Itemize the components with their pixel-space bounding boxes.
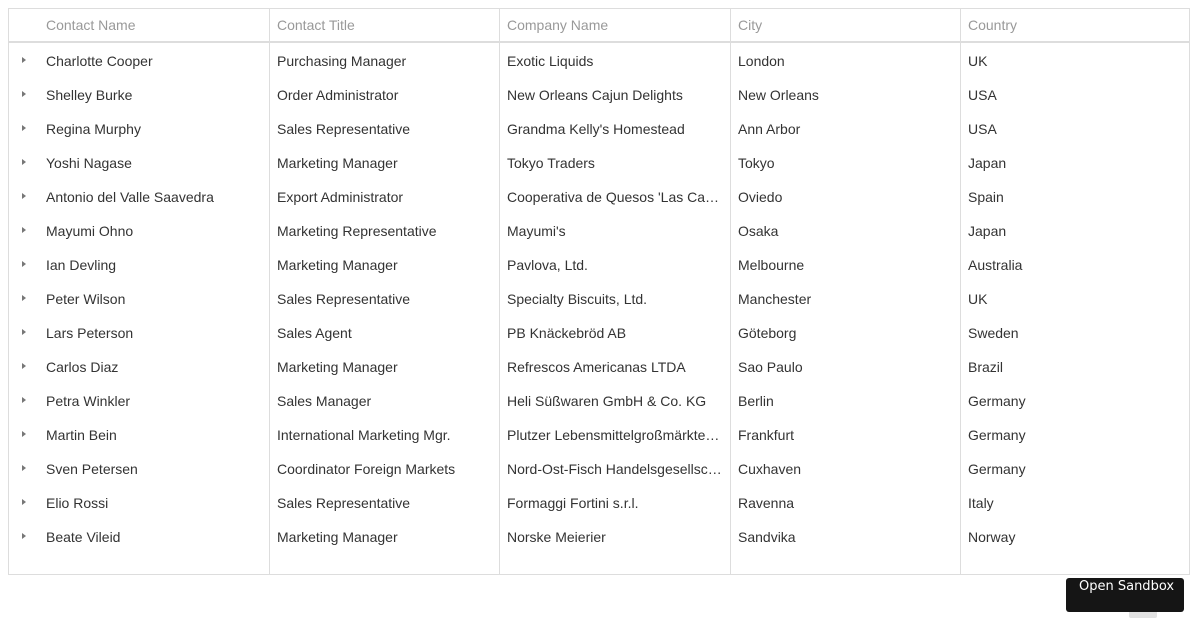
table-row[interactable] [9, 418, 1189, 452]
caret-right-icon[interactable] [19, 396, 29, 406]
cell-city: Göteborg [738, 325, 797, 341]
table-row[interactable] [9, 146, 1189, 180]
table-row[interactable] [9, 180, 1189, 214]
cell-contact-title: Marketing Representative [277, 223, 437, 239]
cell-city: Osaka [738, 223, 779, 239]
cell-company-name: PB Knäckebröd AB [507, 325, 627, 341]
cell-contact-title: Coordinator Foreign Markets [277, 461, 456, 477]
cell-country: UK [968, 53, 988, 69]
caret-right-icon[interactable] [19, 498, 29, 508]
cell-contact-title: Order Administrator [277, 87, 399, 103]
cell-city: Oviedo [738, 189, 783, 205]
cell-country: Spain [968, 189, 1004, 205]
cell-contact-title: Marketing Manager [277, 257, 398, 273]
cell-contact-title: Export Administrator [277, 189, 404, 205]
cell-company-name: Pavlova, Ltd. [507, 257, 588, 273]
cell-city: London [738, 53, 785, 69]
cell-country: Norway [968, 529, 1016, 545]
cell-country: Sweden [968, 325, 1019, 341]
table-row[interactable] [9, 520, 1189, 554]
cell-company-name: Formaggi Fortini s.r.l. [507, 495, 639, 511]
cell-contact-name: Beate Vileid [46, 529, 121, 545]
cell-country: Germany [968, 427, 1026, 443]
caret-right-icon[interactable] [19, 260, 29, 270]
header-company-name[interactable]: Company Name [507, 17, 609, 33]
cell-contact-name: Mayumi Ohno [46, 223, 134, 239]
table-row[interactable] [9, 350, 1189, 384]
cell-contact-title: Sales Agent [277, 325, 352, 341]
cell-company-name: Cooperativa de Quesos 'Las Ca… [507, 189, 720, 205]
header-country[interactable]: Country [968, 17, 1018, 33]
caret-right-icon[interactable] [19, 226, 29, 236]
cell-contact-title: Sales Manager [277, 393, 372, 409]
header-contact-name[interactable]: Contact Name [46, 17, 136, 33]
cell-contact-title: Sales Representative [277, 291, 411, 307]
caret-right-icon[interactable] [19, 464, 29, 474]
cell-country: Japan [968, 155, 1007, 171]
caret-right-icon[interactable] [19, 158, 29, 168]
table-row[interactable] [9, 112, 1189, 146]
cell-city: Sao Paulo [738, 359, 803, 375]
cell-contact-name: Lars Peterson [46, 325, 134, 341]
caret-right-icon[interactable] [19, 192, 29, 202]
table-row[interactable] [9, 44, 1189, 78]
cell-contact-title: Marketing Manager [277, 529, 398, 545]
cell-city: New Orleans [738, 87, 819, 103]
cell-company-name: Plutzer Lebensmittelgroßmärkte… [507, 427, 720, 443]
cell-contact-name: Sven Petersen [46, 461, 138, 477]
table-row[interactable] [9, 78, 1189, 112]
cell-contact-title: International Marketing Mgr. [277, 427, 451, 443]
cell-contact-name: Antonio del Valle Saavedra [46, 189, 214, 205]
cell-contact-name: Ian Devling [46, 257, 117, 273]
table-row[interactable] [9, 486, 1189, 520]
header-city[interactable]: City [738, 17, 763, 33]
cell-company-name: New Orleans Cajun Delights [507, 87, 683, 103]
cell-contact-title: Sales Representative [277, 495, 411, 511]
cell-contact-name: Charlotte Cooper [46, 53, 153, 69]
grid-header [9, 9, 1189, 43]
table-row[interactable] [9, 452, 1189, 486]
table-row[interactable] [9, 248, 1189, 282]
cell-company-name: Specialty Biscuits, Ltd. [507, 291, 648, 307]
cell-country: Italy [968, 495, 994, 511]
cell-country: Germany [968, 393, 1026, 409]
cell-company-name: Mayumi's [507, 223, 566, 239]
cell-contact-name: Carlos Diaz [46, 359, 119, 375]
cell-contact-title: Purchasing Manager [277, 53, 407, 69]
caret-right-icon[interactable] [19, 90, 29, 100]
cell-country: Germany [968, 461, 1026, 477]
cell-city: Sandvika [738, 529, 796, 545]
cell-country: Japan [968, 223, 1007, 239]
cell-contact-name: Regina Murphy [46, 121, 141, 137]
cell-country: Australia [968, 257, 1023, 273]
cell-contact-name: Elio Rossi [46, 495, 109, 511]
cell-company-name: Heli Süßwaren GmbH & Co. KG [507, 393, 707, 409]
open-sandbox-button[interactable]: Open Sandbox [1066, 578, 1184, 612]
table-row[interactable] [9, 316, 1189, 350]
cell-contact-name: Petra Winkler [46, 393, 131, 409]
cell-city: Manchester [738, 291, 812, 307]
caret-right-icon[interactable] [19, 328, 29, 338]
caret-right-icon[interactable] [19, 532, 29, 542]
cell-contact-title: Sales Representative [277, 121, 411, 137]
cell-company-name: Exotic Liquids [507, 53, 594, 69]
cell-contact-name: Yoshi Nagase [46, 155, 132, 171]
cell-company-name: Grandma Kelly's Homestead [507, 121, 685, 137]
cell-country: USA [968, 121, 997, 137]
table-row[interactable] [9, 384, 1189, 418]
cell-contact-title: Marketing Manager [277, 359, 398, 375]
cell-city: Frankfurt [738, 427, 795, 443]
caret-right-icon[interactable] [19, 430, 29, 440]
table-row[interactable] [9, 282, 1189, 316]
cell-city: Cuxhaven [738, 461, 802, 477]
caret-right-icon[interactable] [19, 124, 29, 134]
header-contact-title[interactable]: Contact Title [277, 17, 355, 33]
cell-city: Ann Arbor [738, 121, 801, 137]
caret-right-icon[interactable] [19, 362, 29, 372]
cell-city: Ravenna [738, 495, 795, 511]
table-row[interactable] [9, 214, 1189, 248]
cell-city: Tokyo [738, 155, 775, 171]
cell-contact-title: Marketing Manager [277, 155, 398, 171]
cell-country: UK [968, 291, 988, 307]
cell-country: USA [968, 87, 997, 103]
cell-city: Berlin [738, 393, 774, 409]
cell-country: Brazil [968, 359, 1004, 375]
cell-contact-name: Martin Bein [46, 427, 117, 443]
cell-company-name: Refrescos Americanas LTDA [507, 359, 686, 375]
cell-company-name: Tokyo Traders [507, 155, 595, 171]
cell-contact-name: Peter Wilson [46, 291, 126, 307]
caret-right-icon[interactable] [19, 56, 29, 66]
cell-contact-name: Shelley Burke [46, 87, 133, 103]
cell-company-name: Nord-Ost-Fisch Handelsgesellsc… [507, 461, 722, 477]
cell-company-name: Norske Meierier [507, 529, 606, 545]
cell-city: Melbourne [738, 257, 805, 273]
data-grid [8, 8, 1190, 575]
caret-right-icon[interactable] [19, 294, 29, 304]
